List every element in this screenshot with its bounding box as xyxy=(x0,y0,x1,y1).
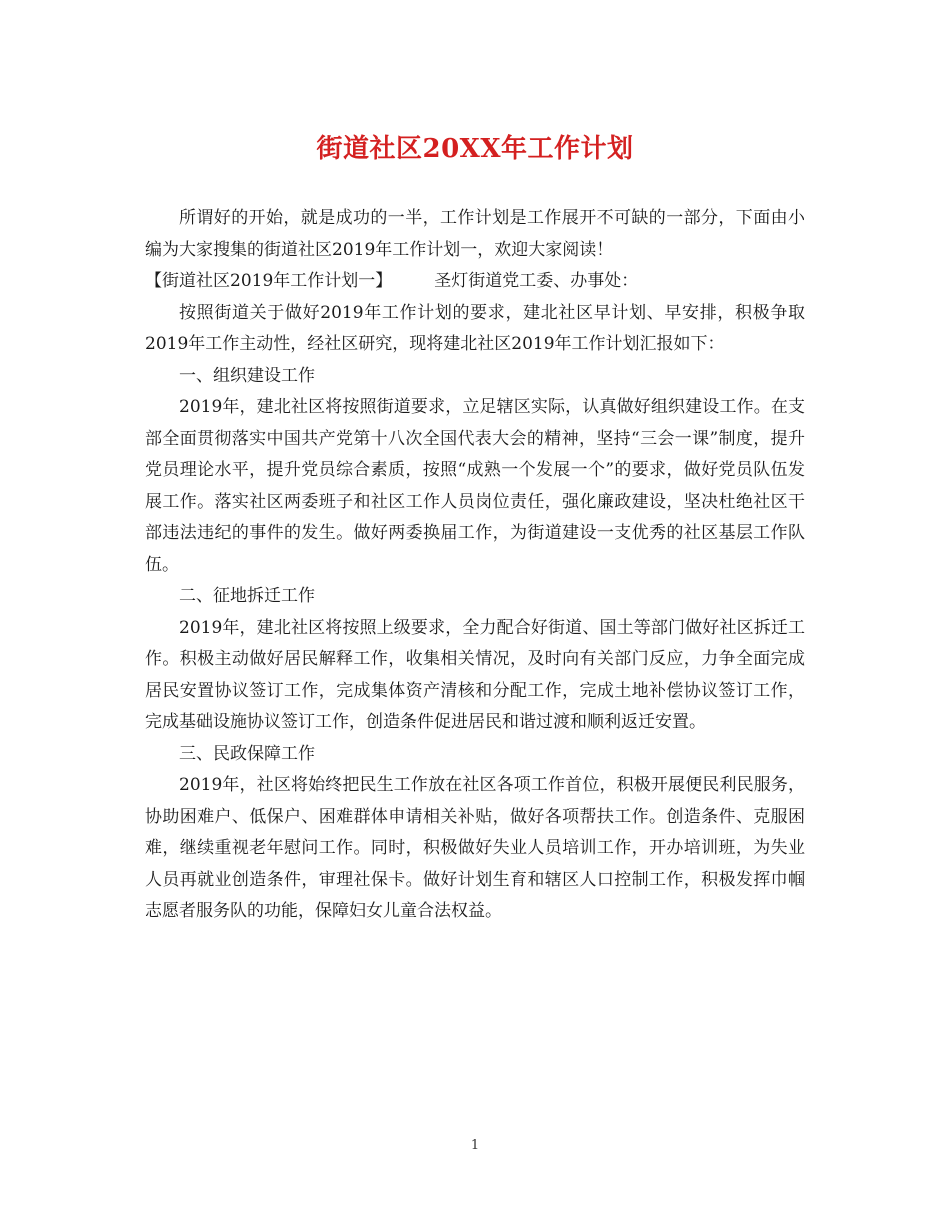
paragraph-organization: 2019年，建北社区将按照街道要求，立足辖区实际，认真做好组织建设工作。在支部全面贯彻落实中国共产党第十八次全国代表大会的精神，坚持“三会一课”制度，提升党员理论水平，提升党员综合素质，按照“成熟一个发展一个”的要求，做好党员队伍发展工作。落实社区两委班子和社区工作人员岗位责任，强化廉政建设，坚决杜绝社区干部违法违纪的事件的发生。做好两委换届工作，为街道建设一支优秀的社区基层工作队伍。 xyxy=(145,397,805,575)
paragraph-demolition: 2019年，建北社区将按照上级要求，全力配合好街道、国土等部门做好社区拆迁工作。积极主动做好居民解释工作，收集相关情况，及时向有关部门反应，力争全面完成居民安置协议签订工作，完成集体资产清核和分配工作，完成土地补偿协议签订工作，完成基础设施协议签订工作，创造条件促进居民和谐过渡和顺利返迁安置。 xyxy=(145,617,805,732)
addressee: 圣灯街道党工委、办事处： xyxy=(434,271,639,291)
document-title: 街道社区20XX年工作计划 xyxy=(316,134,634,164)
section-header: 【街道社区2019年工作计划一】 xyxy=(145,271,393,291)
heading-demolition: 二、征地拆迁工作 xyxy=(179,586,315,606)
intro-paragraph: 所谓好的开始，就是成功的一半，工作计划是工作展开不可缺的一部分，下面由小编为大家搜集的街道社区2019年工作计划一，欢迎大家阅读！ xyxy=(145,208,805,260)
page-number: 1 xyxy=(470,1138,480,1153)
heading-organization: 一、组织建设工作 xyxy=(179,365,315,386)
section-header-line xyxy=(145,266,805,298)
document-body xyxy=(145,203,805,928)
paragraph-civil-affairs: 2019年，社区将始终把民生工作放在社区各项工作首位，积极开展便民利民服务，协助困难户、低保户、困难群体申请相关补贴，做好各项帮扶工作。创造条件、克服困难，继续重视老年慰问工作。同时，积极做好失业人员培训工作，开办培训班，为失业人员再就业创造条件，审理社保卡。做好计划生育和辖区人口控制工作，积极发挥巾帼志愿者服务队的功能，保障妇女儿童合法权益。 xyxy=(145,775,805,921)
heading-civil-affairs: 三、民政保障工作 xyxy=(179,743,315,764)
opening-paragraph: 按照街道关于做好2019年工作计划的要求，建北社区早计划、早安排，积极争取2019年工作主动性，经社区研究，现将建北社区2019年工作计划汇报如下： xyxy=(145,302,805,354)
